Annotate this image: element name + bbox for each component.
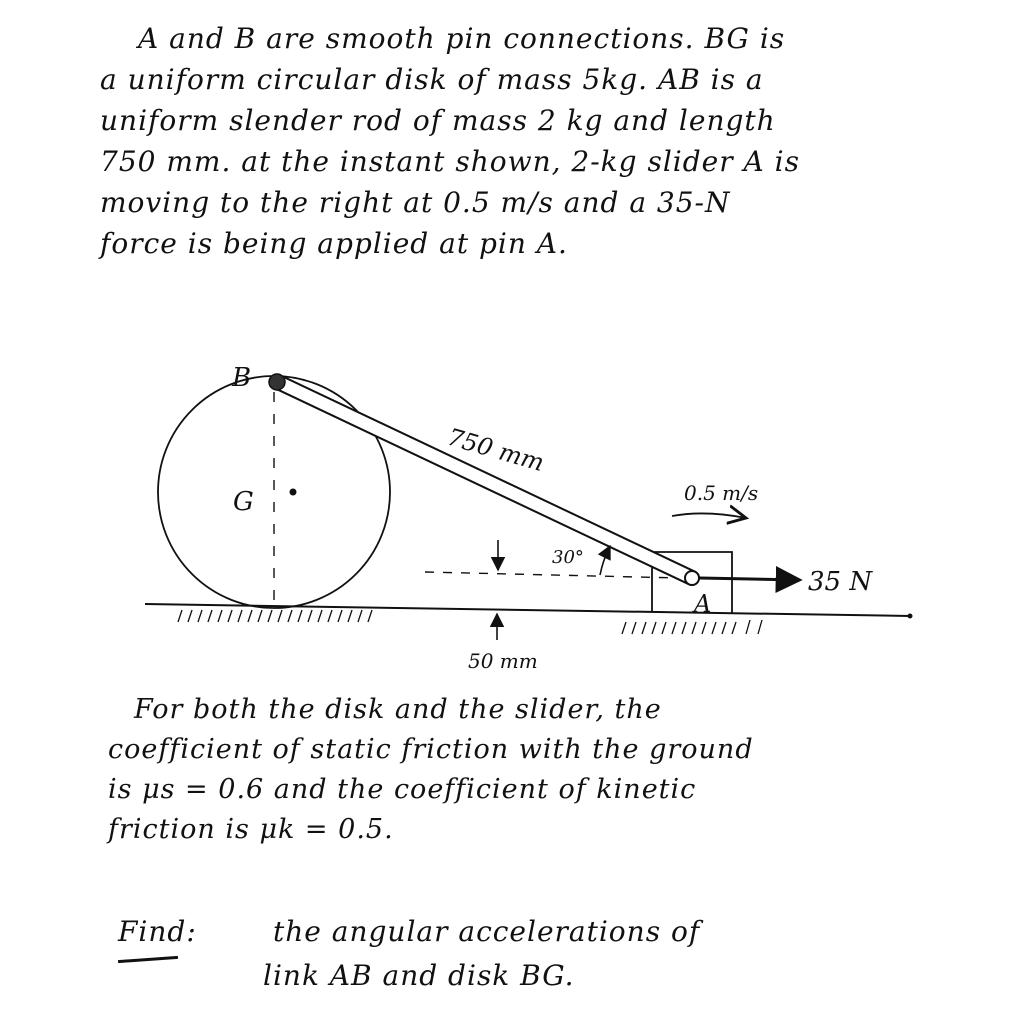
label-velocity: 0.5 m/s: [684, 481, 759, 505]
horizontal-reference-line: [425, 572, 680, 578]
pin-a: [685, 571, 699, 585]
label-angle: 30°: [552, 547, 584, 568]
problem-line-4: 750 mm. at the instant shown, 2-kg slider A is: [100, 145, 800, 178]
rod-ab: [278, 382, 692, 578]
find-label: Find:: [118, 915, 197, 948]
problem-line-1: A and B are smooth pin connections. BG is: [138, 22, 786, 55]
find-line-1: the angular accelerations of: [273, 915, 701, 948]
label-a: A: [694, 590, 712, 618]
friction-line-2: coefficient of static friction with the ground: [108, 734, 754, 765]
friction-line-4: friction is μk = 0.5.: [108, 814, 394, 845]
problem-line-3: uniform slender rod of mass 2 kg and length: [100, 104, 776, 137]
friction-statement: [108, 690, 988, 850]
disk-center-point: [290, 489, 297, 496]
ground-line: [145, 604, 910, 616]
ground-hatch-disk: [178, 610, 372, 622]
find-line-2: link AB and disk BG.: [263, 959, 575, 992]
label-b: B: [232, 363, 252, 393]
label-g: G: [233, 487, 254, 517]
friction-line-3: is μs = 0.6 and the coefficient of kinetic: [108, 774, 697, 805]
ground-hatch-slider: [622, 620, 762, 634]
label-force: 35 N: [808, 567, 873, 597]
problem-line-2: a uniform circular disk of mass 5kg. AB is a: [100, 63, 764, 96]
velocity-arrow: [672, 513, 746, 518]
problem-line-6: force is being applied at pin A.: [100, 227, 568, 260]
problem-line-5: moving to the right at 0.5 m/s and a 35-N: [100, 186, 731, 219]
force-arrow: [700, 578, 800, 580]
pin-b: [269, 374, 285, 390]
label-offset: 50 mm: [468, 649, 538, 673]
label-rod-length: 750 mm: [444, 422, 548, 478]
find-section: [118, 910, 998, 998]
ground-end-dot: [908, 614, 913, 619]
friction-line-1: For both the disk and the slider, the: [134, 694, 662, 725]
angle-arc: [600, 546, 610, 575]
